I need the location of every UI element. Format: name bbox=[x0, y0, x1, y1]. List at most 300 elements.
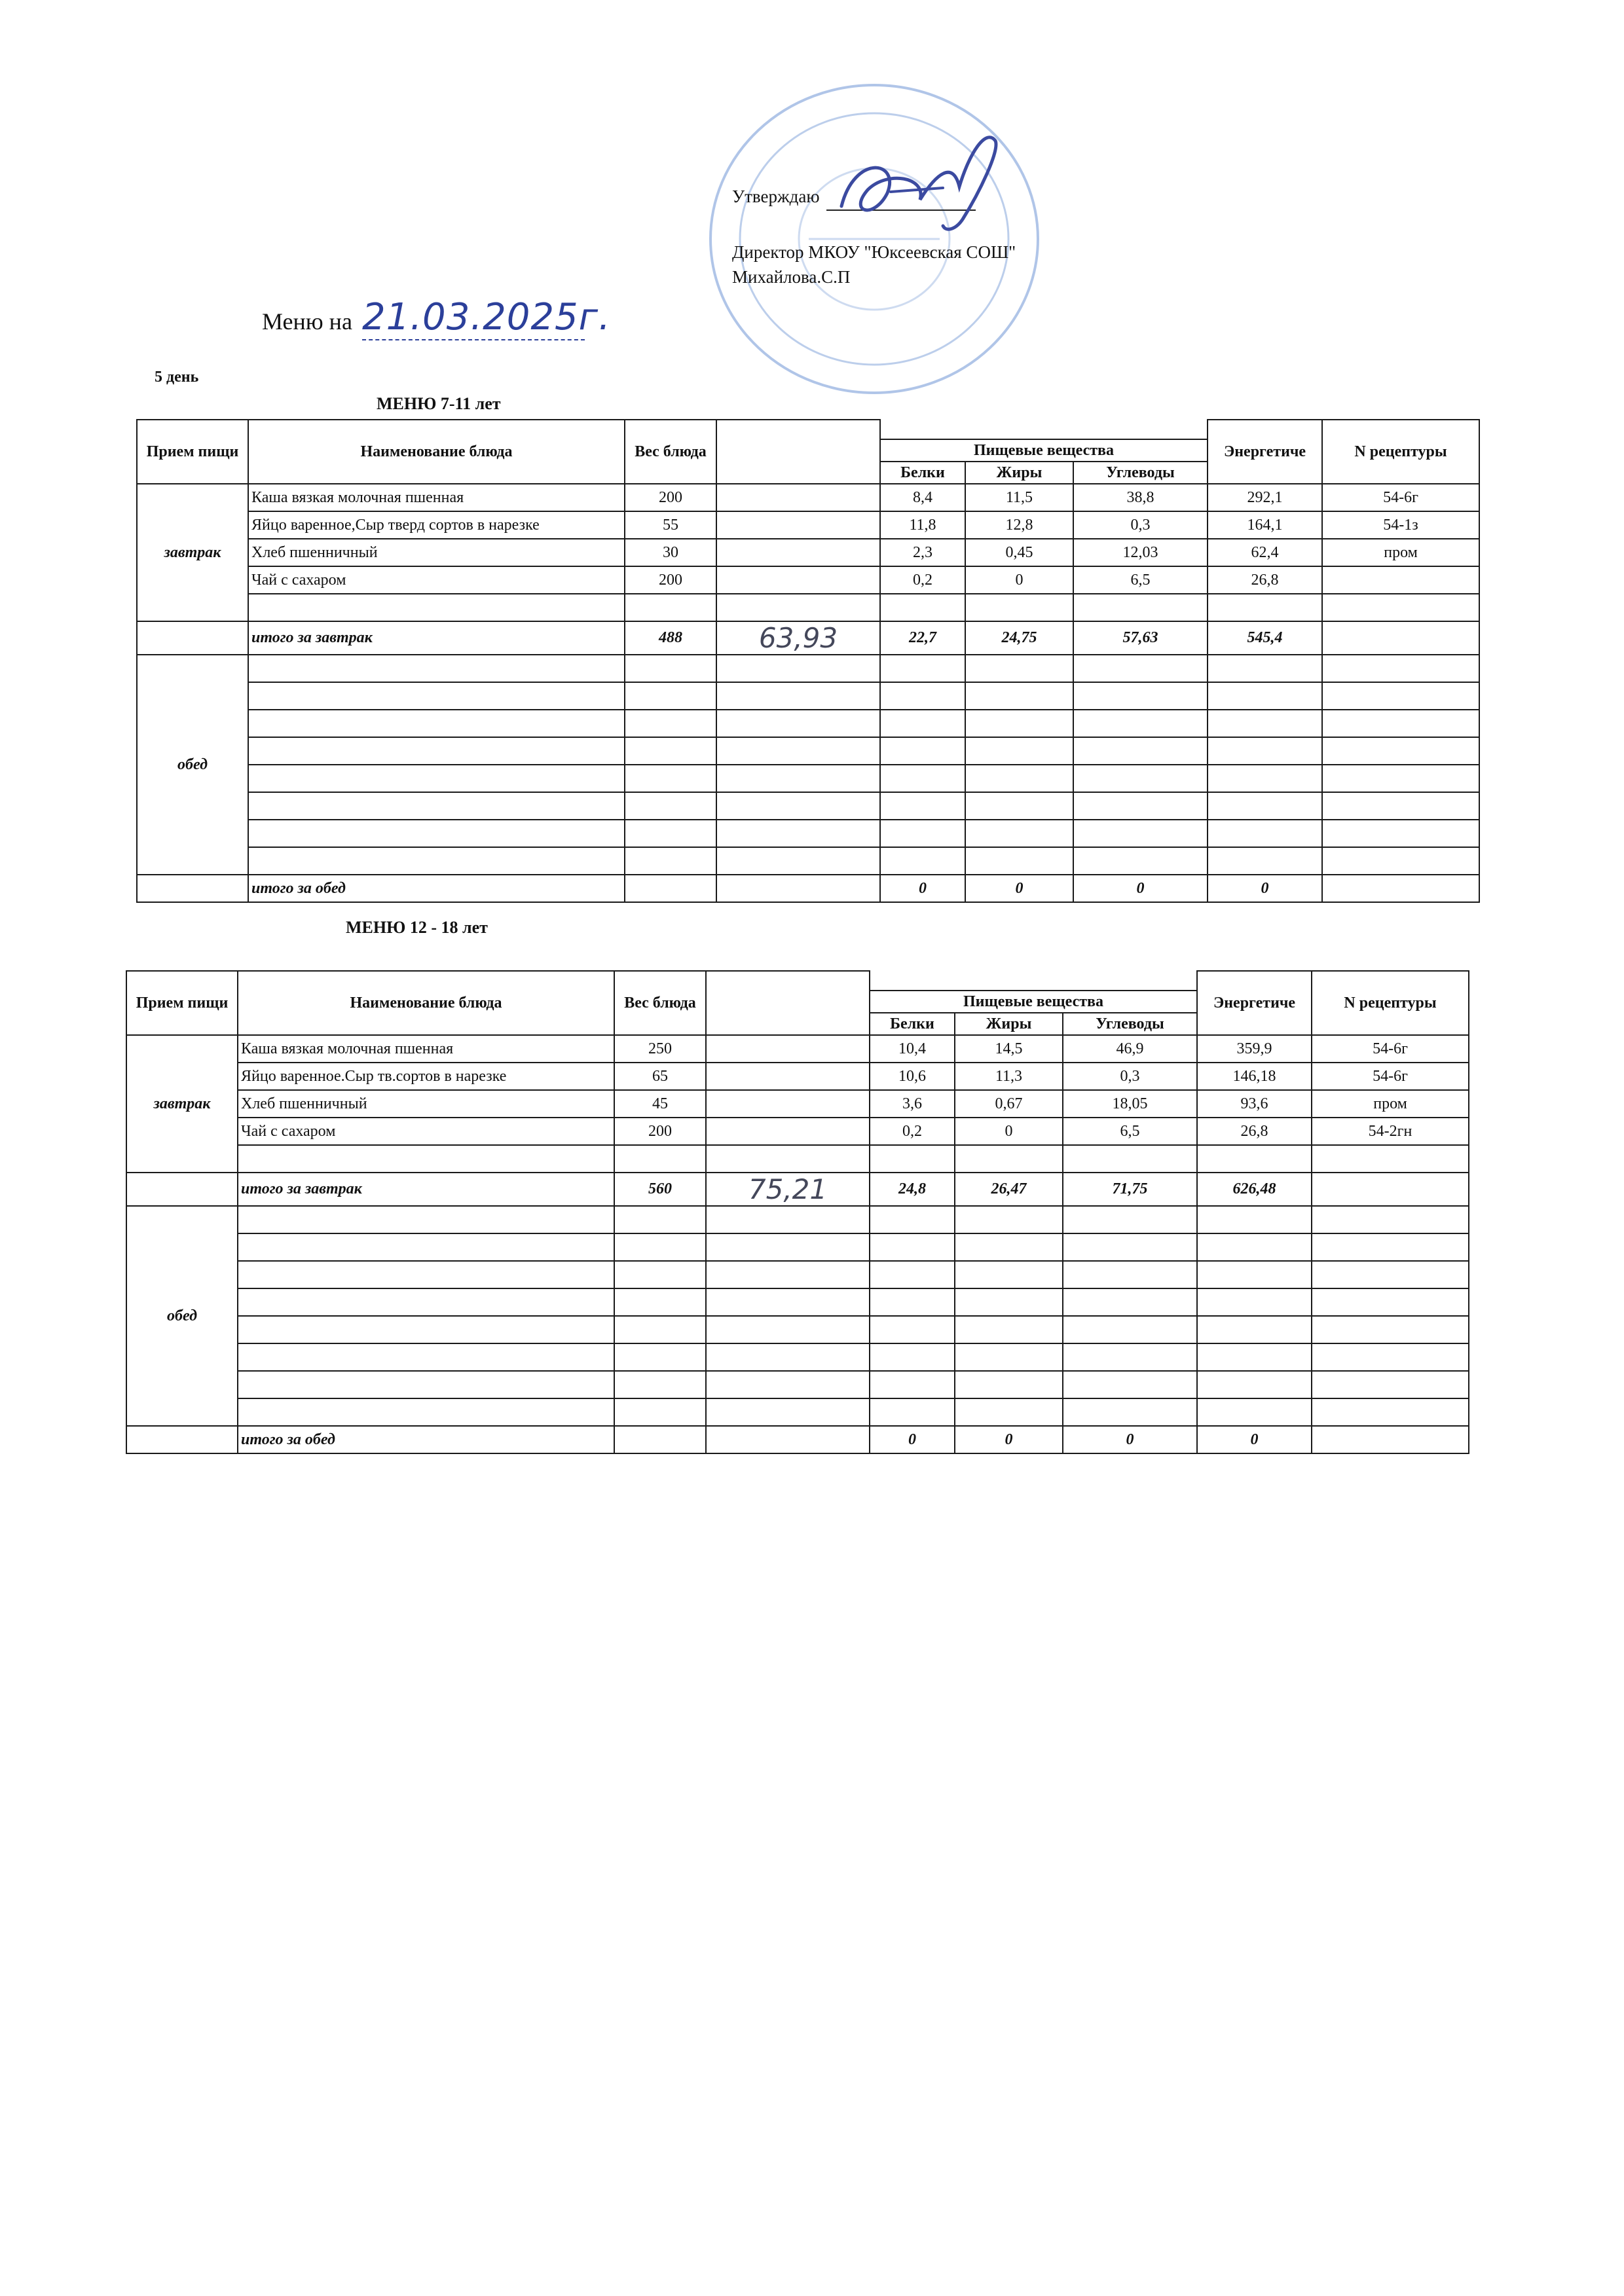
breakfast-row bbox=[126, 1063, 1469, 1090]
total-energy-cell: 0 bbox=[1197, 1426, 1312, 1453]
price-cell bbox=[706, 1090, 870, 1118]
weight-cell bbox=[614, 1398, 706, 1426]
col-header-weight: Вес блюда bbox=[614, 971, 706, 1035]
weight-cell bbox=[625, 737, 716, 765]
recipe-cell: 54-6г bbox=[1312, 1063, 1469, 1090]
dish-name-cell bbox=[248, 655, 625, 682]
recipe-cell bbox=[1312, 1233, 1469, 1261]
col-header-nutrients: Пищевые вещества bbox=[870, 991, 1197, 1013]
protein-cell bbox=[870, 1233, 955, 1261]
total-energy-cell: 0 bbox=[1208, 875, 1322, 902]
price-cell bbox=[716, 847, 880, 875]
total-price-cell bbox=[716, 875, 880, 902]
fat-cell bbox=[965, 737, 1073, 765]
dish-name-cell: Чай с сахаром bbox=[238, 1118, 614, 1145]
energy-cell bbox=[1208, 792, 1322, 820]
dish-name-cell bbox=[248, 737, 625, 765]
total-spacer bbox=[137, 621, 248, 655]
protein-cell bbox=[870, 1145, 955, 1173]
price-cell bbox=[716, 682, 880, 710]
weight-cell bbox=[614, 1288, 706, 1316]
carbs-cell bbox=[1073, 682, 1208, 710]
lunch-total-row bbox=[137, 875, 1479, 902]
fat-cell bbox=[955, 1316, 1063, 1343]
total-protein-cell: 0 bbox=[870, 1426, 955, 1453]
total-price-cell bbox=[706, 1426, 870, 1453]
energy-cell bbox=[1197, 1398, 1312, 1426]
energy-cell: 292,1 bbox=[1208, 484, 1322, 511]
protein-cell: 0,2 bbox=[880, 566, 965, 594]
carbs-cell: 6,5 bbox=[1073, 566, 1208, 594]
breakfast-row bbox=[126, 1118, 1469, 1145]
protein-cell bbox=[870, 1371, 955, 1398]
price-cell bbox=[716, 594, 880, 621]
fat-cell: 14,5 bbox=[955, 1035, 1063, 1063]
total-spacer bbox=[126, 1426, 238, 1453]
dish-name-cell: Хлеб пшенничный bbox=[248, 539, 625, 566]
recipe-cell bbox=[1312, 1343, 1469, 1371]
recipe-cell bbox=[1322, 737, 1479, 765]
fat-cell: 11,3 bbox=[955, 1063, 1063, 1090]
total-fat-cell: 0 bbox=[955, 1426, 1063, 1453]
fat-cell bbox=[965, 820, 1073, 847]
recipe-cell bbox=[1322, 820, 1479, 847]
approve-label: Утверждаю bbox=[732, 187, 820, 206]
dish-name-cell bbox=[238, 1398, 614, 1426]
carbs-cell: 38,8 bbox=[1073, 484, 1208, 511]
dish-name-cell bbox=[248, 765, 625, 792]
price-cell bbox=[706, 1343, 870, 1371]
energy-cell bbox=[1197, 1371, 1312, 1398]
protein-cell bbox=[880, 682, 965, 710]
director-name: Михайлова.С.П bbox=[732, 267, 851, 287]
energy-cell bbox=[1208, 737, 1322, 765]
energy-cell bbox=[1208, 765, 1322, 792]
protein-cell bbox=[880, 737, 965, 765]
carbs-cell bbox=[1073, 847, 1208, 875]
fat-cell bbox=[965, 847, 1073, 875]
col-header-dish: Наименование блюда bbox=[248, 420, 625, 484]
lunch-row bbox=[137, 737, 1479, 765]
carbs-cell: 12,03 bbox=[1073, 539, 1208, 566]
col-header-recipe: N рецептуры bbox=[1312, 971, 1469, 1035]
energy-cell bbox=[1208, 710, 1322, 737]
weight-cell bbox=[625, 682, 716, 710]
energy-cell bbox=[1208, 594, 1322, 621]
recipe-cell bbox=[1322, 682, 1479, 710]
energy-cell: 26,8 bbox=[1197, 1118, 1312, 1145]
col-header-meal: Прием пищи bbox=[137, 420, 248, 484]
total-label: итого за обед bbox=[238, 1426, 614, 1453]
col-header-carbs: Углеводы bbox=[1063, 1013, 1197, 1035]
breakfast-row bbox=[137, 511, 1479, 539]
energy-cell: 164,1 bbox=[1208, 511, 1322, 539]
price-cell bbox=[716, 539, 880, 566]
weight-cell: 200 bbox=[625, 566, 716, 594]
lunch-row bbox=[126, 1398, 1469, 1426]
fat-cell bbox=[955, 1261, 1063, 1288]
price-cell bbox=[706, 1145, 870, 1173]
total-price-cell: 75,21 bbox=[706, 1173, 870, 1206]
menu-title-7-11: МЕНЮ 7-11 лет bbox=[377, 394, 501, 413]
meal-label-breakfast: завтрак bbox=[137, 484, 248, 621]
protein-cell: 8,4 bbox=[880, 484, 965, 511]
dish-name-cell bbox=[248, 792, 625, 820]
energy-cell: 62,4 bbox=[1208, 539, 1322, 566]
dish-name-cell: Каша вязкая молочная пшенная bbox=[248, 484, 625, 511]
lunch-row bbox=[137, 710, 1479, 737]
dish-name-cell bbox=[248, 682, 625, 710]
day-label: 5 день bbox=[155, 369, 199, 386]
price-cell bbox=[706, 1063, 870, 1090]
energy-cell bbox=[1208, 820, 1322, 847]
total-carbs-cell: 71,75 bbox=[1063, 1173, 1197, 1206]
price-cell bbox=[716, 820, 880, 847]
director-title: Директор МКОУ "Юксеевская СОШ" bbox=[732, 242, 1016, 262]
weight-cell bbox=[614, 1343, 706, 1371]
recipe-cell bbox=[1312, 1371, 1469, 1398]
protein-cell: 10,6 bbox=[870, 1063, 955, 1090]
menu-table-7-11 bbox=[136, 419, 1480, 903]
weight-cell: 55 bbox=[625, 511, 716, 539]
fat-cell bbox=[965, 682, 1073, 710]
recipe-cell: 54-1з bbox=[1322, 511, 1479, 539]
fat-cell: 0 bbox=[955, 1118, 1063, 1145]
total-spacer bbox=[126, 1173, 238, 1206]
total-label: итого за завтрак bbox=[248, 621, 625, 655]
total-protein-cell: 22,7 bbox=[880, 621, 965, 655]
lunch-row bbox=[126, 1233, 1469, 1261]
weight-cell bbox=[625, 820, 716, 847]
recipe-cell bbox=[1312, 1261, 1469, 1288]
recipe-cell bbox=[1322, 594, 1479, 621]
price-cell bbox=[716, 484, 880, 511]
lunch-total-row bbox=[126, 1426, 1469, 1453]
recipe-cell bbox=[1312, 1145, 1469, 1173]
protein-cell bbox=[870, 1288, 955, 1316]
carbs-cell: 46,9 bbox=[1063, 1035, 1197, 1063]
carbs-cell bbox=[1063, 1371, 1197, 1398]
carbs-cell bbox=[1063, 1206, 1197, 1233]
total-fat-cell: 0 bbox=[965, 875, 1073, 902]
col-header-weight: Вес блюда bbox=[625, 420, 716, 484]
protein-cell bbox=[880, 847, 965, 875]
protein-cell bbox=[870, 1343, 955, 1371]
fat-cell bbox=[955, 1145, 1063, 1173]
meal-label-breakfast: завтрак bbox=[126, 1035, 238, 1173]
price-cell bbox=[706, 1371, 870, 1398]
dish-name-cell: Каша вязкая молочная пшенная bbox=[238, 1035, 614, 1063]
price-cell bbox=[706, 1398, 870, 1426]
protein-cell bbox=[880, 655, 965, 682]
recipe-cell bbox=[1312, 1206, 1469, 1233]
col-header-energy: Энергетиче bbox=[1208, 420, 1322, 484]
breakfast-total-row bbox=[126, 1173, 1469, 1206]
breakfast-row bbox=[126, 1145, 1469, 1173]
total-fat-cell: 26,47 bbox=[955, 1173, 1063, 1206]
total-weight-cell bbox=[625, 875, 716, 902]
total-recipe-cell bbox=[1322, 621, 1479, 655]
breakfast-row bbox=[137, 484, 1479, 511]
weight-cell bbox=[625, 792, 716, 820]
price-cell bbox=[706, 1206, 870, 1233]
weight-cell bbox=[625, 655, 716, 682]
carbs-cell bbox=[1063, 1343, 1197, 1371]
total-carbs-cell: 0 bbox=[1073, 875, 1208, 902]
col-header-price bbox=[716, 420, 880, 484]
fat-cell bbox=[965, 710, 1073, 737]
weight-cell bbox=[614, 1233, 706, 1261]
recipe-cell bbox=[1312, 1288, 1469, 1316]
energy-cell bbox=[1197, 1145, 1312, 1173]
carbs-cell: 0,3 bbox=[1063, 1063, 1197, 1090]
energy-cell bbox=[1197, 1261, 1312, 1288]
dish-name-cell bbox=[238, 1206, 614, 1233]
breakfast-row bbox=[126, 1090, 1469, 1118]
weight-cell bbox=[625, 594, 716, 621]
total-price-cell: 63,93 bbox=[716, 621, 880, 655]
director-signature bbox=[828, 115, 1025, 239]
energy-cell bbox=[1197, 1233, 1312, 1261]
total-fat-cell: 24,75 bbox=[965, 621, 1073, 655]
recipe-cell bbox=[1312, 1398, 1469, 1426]
lunch-row bbox=[126, 1206, 1469, 1233]
total-carbs-cell: 57,63 bbox=[1073, 621, 1208, 655]
fat-cell bbox=[955, 1233, 1063, 1261]
price-cell bbox=[716, 765, 880, 792]
price-cell bbox=[716, 566, 880, 594]
weight-cell bbox=[625, 847, 716, 875]
dish-name-cell bbox=[248, 710, 625, 737]
recipe-cell bbox=[1322, 792, 1479, 820]
lunch-row bbox=[137, 792, 1479, 820]
fat-cell bbox=[955, 1398, 1063, 1426]
carbs-cell bbox=[1073, 594, 1208, 621]
col-header-empty-top bbox=[880, 420, 1208, 439]
carbs-cell bbox=[1063, 1288, 1197, 1316]
energy-cell bbox=[1197, 1343, 1312, 1371]
recipe-cell bbox=[1312, 1316, 1469, 1343]
recipe-cell: 54-6г bbox=[1312, 1035, 1469, 1063]
carbs-cell bbox=[1073, 737, 1208, 765]
price-cell bbox=[706, 1316, 870, 1343]
protein-cell bbox=[870, 1261, 955, 1288]
fat-cell bbox=[955, 1206, 1063, 1233]
protein-cell: 0,2 bbox=[870, 1118, 955, 1145]
carbs-cell bbox=[1063, 1316, 1197, 1343]
dish-name-cell bbox=[238, 1145, 614, 1173]
fat-cell bbox=[965, 594, 1073, 621]
energy-cell: 359,9 bbox=[1197, 1035, 1312, 1063]
recipe-cell: 54-2гн bbox=[1312, 1118, 1469, 1145]
protein-cell bbox=[880, 792, 965, 820]
col-header-nutrients: Пищевые вещества bbox=[880, 439, 1208, 462]
total-energy-cell: 545,4 bbox=[1208, 621, 1322, 655]
carbs-cell bbox=[1073, 710, 1208, 737]
weight-cell bbox=[614, 1145, 706, 1173]
fat-cell: 0 bbox=[965, 566, 1073, 594]
breakfast-total-row bbox=[137, 621, 1479, 655]
weight-cell: 45 bbox=[614, 1090, 706, 1118]
dish-name-cell bbox=[238, 1233, 614, 1261]
menu-date-handwritten: 21.03.2025г. bbox=[362, 296, 585, 340]
protein-cell: 3,6 bbox=[870, 1090, 955, 1118]
recipe-cell: пром bbox=[1312, 1090, 1469, 1118]
weight-cell: 30 bbox=[625, 539, 716, 566]
carbs-cell bbox=[1063, 1145, 1197, 1173]
col-header-carbs: Углеводы bbox=[1073, 462, 1208, 484]
dish-name-cell: Яйцо варенное,Сыр тверд сортов в нарезке bbox=[248, 511, 625, 539]
dish-name-cell: Хлеб пшенничный bbox=[238, 1090, 614, 1118]
fat-cell: 0,45 bbox=[965, 539, 1073, 566]
lunch-row bbox=[126, 1343, 1469, 1371]
energy-cell bbox=[1197, 1288, 1312, 1316]
carbs-cell bbox=[1073, 765, 1208, 792]
weight-cell bbox=[625, 710, 716, 737]
fat-cell bbox=[955, 1343, 1063, 1371]
col-header-empty-top bbox=[870, 971, 1197, 991]
dish-name-cell bbox=[238, 1261, 614, 1288]
lunch-row bbox=[137, 765, 1479, 792]
dish-name-cell bbox=[238, 1288, 614, 1316]
recipe-cell: пром bbox=[1322, 539, 1479, 566]
total-protein-cell: 24,8 bbox=[870, 1173, 955, 1206]
col-header-meal: Прием пищи bbox=[126, 971, 238, 1035]
energy-cell bbox=[1208, 847, 1322, 875]
energy-cell bbox=[1208, 682, 1322, 710]
recipe-cell bbox=[1322, 655, 1479, 682]
menu-date-label: Меню на bbox=[262, 308, 352, 335]
lunch-row bbox=[137, 847, 1479, 875]
breakfast-row bbox=[137, 539, 1479, 566]
recipe-cell bbox=[1322, 847, 1479, 875]
recipe-cell bbox=[1322, 765, 1479, 792]
col-header-fat: Жиры bbox=[955, 1013, 1063, 1035]
weight-cell bbox=[614, 1316, 706, 1343]
price-cell bbox=[716, 655, 880, 682]
lunch-row bbox=[137, 682, 1479, 710]
protein-cell: 11,8 bbox=[880, 511, 965, 539]
dish-name-cell: Чай с сахаром bbox=[248, 566, 625, 594]
lunch-row bbox=[126, 1261, 1469, 1288]
total-carbs-cell: 0 bbox=[1063, 1426, 1197, 1453]
price-cell bbox=[716, 511, 880, 539]
protein-cell bbox=[870, 1316, 955, 1343]
protein-cell bbox=[880, 820, 965, 847]
breakfast-row bbox=[137, 594, 1479, 621]
total-label: итого за завтрак bbox=[238, 1173, 614, 1206]
weight-cell bbox=[614, 1261, 706, 1288]
protein-cell: 10,4 bbox=[870, 1035, 955, 1063]
weight-cell: 200 bbox=[614, 1118, 706, 1145]
col-header-dish: Наименование блюда bbox=[238, 971, 614, 1035]
dish-name-cell bbox=[248, 847, 625, 875]
total-protein-cell: 0 bbox=[880, 875, 965, 902]
breakfast-row bbox=[126, 1035, 1469, 1063]
menu-title-12-18: МЕНЮ 12 - 18 лет bbox=[346, 918, 488, 937]
price-cell bbox=[706, 1288, 870, 1316]
energy-cell bbox=[1208, 655, 1322, 682]
recipe-cell bbox=[1322, 566, 1479, 594]
meal-label-lunch: обед bbox=[137, 655, 248, 875]
total-recipe-cell bbox=[1312, 1426, 1469, 1453]
fat-cell bbox=[955, 1288, 1063, 1316]
dish-name-cell bbox=[238, 1343, 614, 1371]
protein-cell bbox=[880, 765, 965, 792]
carbs-cell bbox=[1073, 792, 1208, 820]
price-cell bbox=[706, 1118, 870, 1145]
col-header-price bbox=[706, 971, 870, 1035]
protein-cell bbox=[870, 1398, 955, 1426]
meal-label-lunch: обед bbox=[126, 1206, 238, 1426]
carbs-cell: 0,3 bbox=[1073, 511, 1208, 539]
lunch-row bbox=[126, 1288, 1469, 1316]
dish-name-cell bbox=[238, 1316, 614, 1343]
weight-cell bbox=[614, 1206, 706, 1233]
dish-name-cell bbox=[248, 594, 625, 621]
carbs-cell bbox=[1073, 655, 1208, 682]
menu-table-12-18 bbox=[126, 970, 1469, 1454]
protein-cell bbox=[870, 1206, 955, 1233]
total-label: итого за обед bbox=[248, 875, 625, 902]
energy-cell bbox=[1197, 1316, 1312, 1343]
lunch-row bbox=[126, 1316, 1469, 1343]
fat-cell bbox=[965, 765, 1073, 792]
breakfast-row bbox=[137, 566, 1479, 594]
fat-cell bbox=[965, 792, 1073, 820]
lunch-row bbox=[126, 1371, 1469, 1398]
carbs-cell bbox=[1063, 1398, 1197, 1426]
weight-cell: 200 bbox=[625, 484, 716, 511]
carbs-cell bbox=[1063, 1233, 1197, 1261]
price-cell bbox=[716, 737, 880, 765]
fat-cell: 11,5 bbox=[965, 484, 1073, 511]
dish-name-cell bbox=[248, 820, 625, 847]
energy-cell: 26,8 bbox=[1208, 566, 1322, 594]
col-header-protein: Белки bbox=[870, 1013, 955, 1035]
fat-cell: 12,8 bbox=[965, 511, 1073, 539]
col-header-energy: Энергетиче bbox=[1197, 971, 1312, 1035]
dish-name-cell bbox=[238, 1371, 614, 1398]
energy-cell: 93,6 bbox=[1197, 1090, 1312, 1118]
energy-cell bbox=[1197, 1206, 1312, 1233]
weight-cell: 250 bbox=[614, 1035, 706, 1063]
total-weight-cell bbox=[614, 1426, 706, 1453]
carbs-cell: 6,5 bbox=[1063, 1118, 1197, 1145]
recipe-cell bbox=[1322, 710, 1479, 737]
fat-cell bbox=[965, 655, 1073, 682]
price-cell bbox=[706, 1035, 870, 1063]
weight-cell bbox=[625, 765, 716, 792]
col-header-protein: Белки bbox=[880, 462, 965, 484]
carbs-cell: 18,05 bbox=[1063, 1090, 1197, 1118]
total-recipe-cell bbox=[1312, 1173, 1469, 1206]
price-cell bbox=[706, 1261, 870, 1288]
carbs-cell bbox=[1073, 820, 1208, 847]
total-recipe-cell bbox=[1322, 875, 1479, 902]
fat-cell: 0,67 bbox=[955, 1090, 1063, 1118]
col-header-recipe: N рецептуры bbox=[1322, 420, 1479, 484]
total-weight-cell: 488 bbox=[625, 621, 716, 655]
carbs-cell bbox=[1063, 1261, 1197, 1288]
lunch-row bbox=[137, 820, 1479, 847]
fat-cell bbox=[955, 1371, 1063, 1398]
price-cell bbox=[716, 710, 880, 737]
energy-cell: 146,18 bbox=[1197, 1063, 1312, 1090]
price-cell bbox=[706, 1233, 870, 1261]
total-energy-cell: 626,48 bbox=[1197, 1173, 1312, 1206]
col-header-fat: Жиры bbox=[965, 462, 1073, 484]
